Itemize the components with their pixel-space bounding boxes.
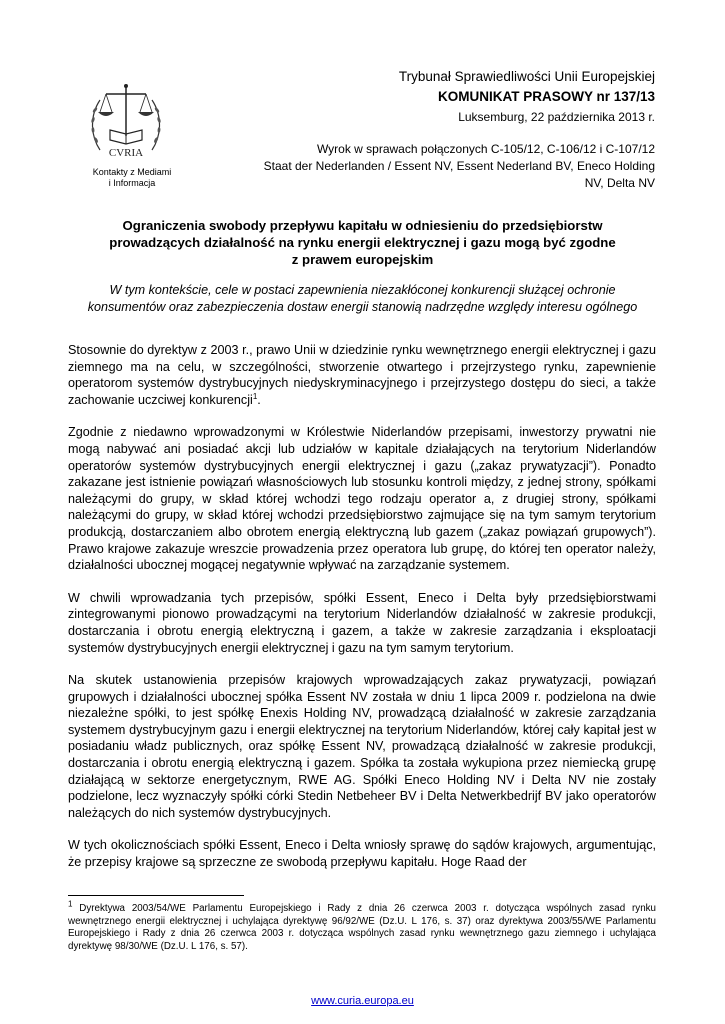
- paragraph-1-text: Stosownie do dyrektyw z 2003 r., prawo Unii w dziedzinie rynku wewnętrznego energii elektrycznej i gazu ziemnego ma na celu, w szczególności, stworzenie otwartego i przejrzystego rynku, zapewnienie operatorom systemów dystrybucyjnych niedyskryminacyjnego i przejrzystego dostępu do sieci, a także zachowanie uczciwej konkurencji: [68, 343, 656, 407]
- footnote-number: 1: [68, 899, 73, 909]
- press-release-number: KOMUNIKAT PRASOWY nr 137/13: [437, 89, 655, 104]
- case-line-3: NV, Delta NV: [584, 176, 655, 190]
- headline-line-3: z prawem europejskim: [291, 252, 434, 267]
- press-date: Luksemburg, 22 października 2013 r.: [458, 110, 655, 124]
- paragraph-1: [68, 342, 656, 408]
- contact-line-1: Kontakty z Mediami: [92, 167, 172, 177]
- paragraph-2: Zgodnie z niedawno wprowadzonymi w Królestwie Niderlandów przepisami, inwestorzy prywatni nie mogą nabywać ani posiadać akcji lub udziałów w kapitale działających na terytorium Niderlandów operatorów systemów dystrybucyjnych energii elektrycznej i gazu („zakaz prywatyzacji”). Ponadto zakazane jest istnienie powiązań własnościowych lub stosunku kontroli między, z jednej strony, spółkami należącymi do grupy, w skład której wchodzi tego rodzaju operator a, z drugiej strony, spółkami należącymi do grupy, w skład której wchodzi przedsiębiorstwo zajmujące się na tym samym terytorium produkcją, dostarczaniem albo obrotem energią elektryczną lub gazem („zakaz powiązań grupowych”). Prawo krajowe zakazuje wreszcie prowadzenia przez operatora lub grupę, do której ten operator należy, działalności ubocznej mogącej negatywnie wpływać na zarządzanie systemem.: [68, 425, 656, 573]
- paragraph-3: W chwili wprowadzania tych przepisów, spółki Essent, Eneco i Delta były przedsiębiorstwami zintegrowanymi pionowo prowadzącymi na terytorium Niderlandów działalność w zakresie produkcji, dostarczania i obrotu energią elektryczną i gazem, a także w zakresie zarządzania i eksploatacji systemów dystrybucyjnych energii elektrycznej i gazu na tym samym terytorium.: [68, 590, 656, 655]
- case-line-2: Staat der Nederlanden / Essent NV, Essent Nederland BV, Eneco Holding: [263, 159, 655, 173]
- headline-line-1: Ograniczenia swobody przepływu kapitału w odniesieniu do przedsiębiorstw: [122, 218, 603, 233]
- case-line-1: Wyrok w sprawach połączonych C-105/12, C-106/12 i C-107/12: [316, 142, 655, 156]
- footnote-text: Dyrektywa 2003/54/WE Parlamentu Europejskiego i Rady z dnia 26 czerwca 2003 r. dotycząca wspólnych zasad rynku wewnętrznego energii elektrycznej i uchylająca dyrektywę 96/92/WE (Dz.U. L 176, s. 37) oraz dyrektywa 2003/55/WE Parlamentu Europejskiego i Rady z dnia 26 czerwca 2003 r. dotycząca wspólnych zasad rynku wewnętrznego gazu ziemnego i uchylająca dyrektywę 98/30/WE (Dz.U. L 176, s. 57).: [68, 903, 656, 952]
- paragraph-4: Na skutek ustanowienia przepisów krajowych wprowadzających zakaz prywatyzacji, powiązań grupowych i działalności ubocznej spółka Essent NV została w dniu 1 lipca 2009 r. podzielona na dwie niezależne spółki, to jest spółkę Enexis Holding NV, prowadzącą działalność w zakresie zarządzania systemem dystrybucyjnym gazu i energii elektrycznej na terytorium Niderlandów, której cały kapitał jest w posiadaniu władz publicznych, oraz spółkę Essent NV, prowadzącą działalność w zakresie produkcji, dostarczania i obrotu energią elektryczną i gazem. Spółka ta została wykupiona przez niemiecką grupę działającą w sektorze energetycznym, RWE AG. Spółki Eneco Holding NV i Delta NV nie zostały podzielone, lecz wyznaczyły spółki córki Stedin Netbeheer BV i Delta Netwerkbedrijf BV jako operatorów należących do nich systemów dystrybucyjnych.: [68, 673, 656, 820]
- footnote: [68, 899, 656, 953]
- logo-text: CVRIA: [108, 147, 144, 159]
- curia-website-link[interactable]: www.curia.europa.eu: [311, 995, 414, 1007]
- paragraph-1-end: .: [257, 392, 261, 407]
- subheadline-line-2: konsumentów oraz zabezpieczenia dostaw energii stanowią nadrzędne względy interesu ogólnego: [87, 300, 638, 314]
- footnote-divider: [68, 895, 244, 896]
- footnote-ref-1[interactable]: 1: [252, 391, 258, 401]
- scales-of-justice-icon: [86, 80, 166, 162]
- court-name: Trybunał Sprawiedliwości Unii Europejskiej: [398, 69, 655, 84]
- article-body: [68, 342, 656, 887]
- paragraph-5: W tych okolicznościach spółki Essent, Eneco i Delta wniosły sprawę do sądów krajowych, argumentując, że przepisy krajowe są sprzeczne ze swobodą przepływu kapitału. Hoge Raad der: [68, 838, 656, 870]
- press-header: [264, 67, 655, 192]
- case-reference: [264, 141, 655, 192]
- contact-line-2: i Informacja: [108, 178, 156, 188]
- subheadline-line-1: W tym kontekście, cele w postaci zapewnienia niezakłóconej konkurencji służącej ochronie: [109, 283, 616, 297]
- headline-line-2: prowadzących działalność na rynku energii elektrycznej i gazu mogą być zgodne: [109, 235, 616, 250]
- headline: [64, 217, 661, 268]
- curia-logo: [86, 80, 166, 162]
- subheadline: [64, 282, 661, 316]
- media-contact-label: [78, 167, 186, 189]
